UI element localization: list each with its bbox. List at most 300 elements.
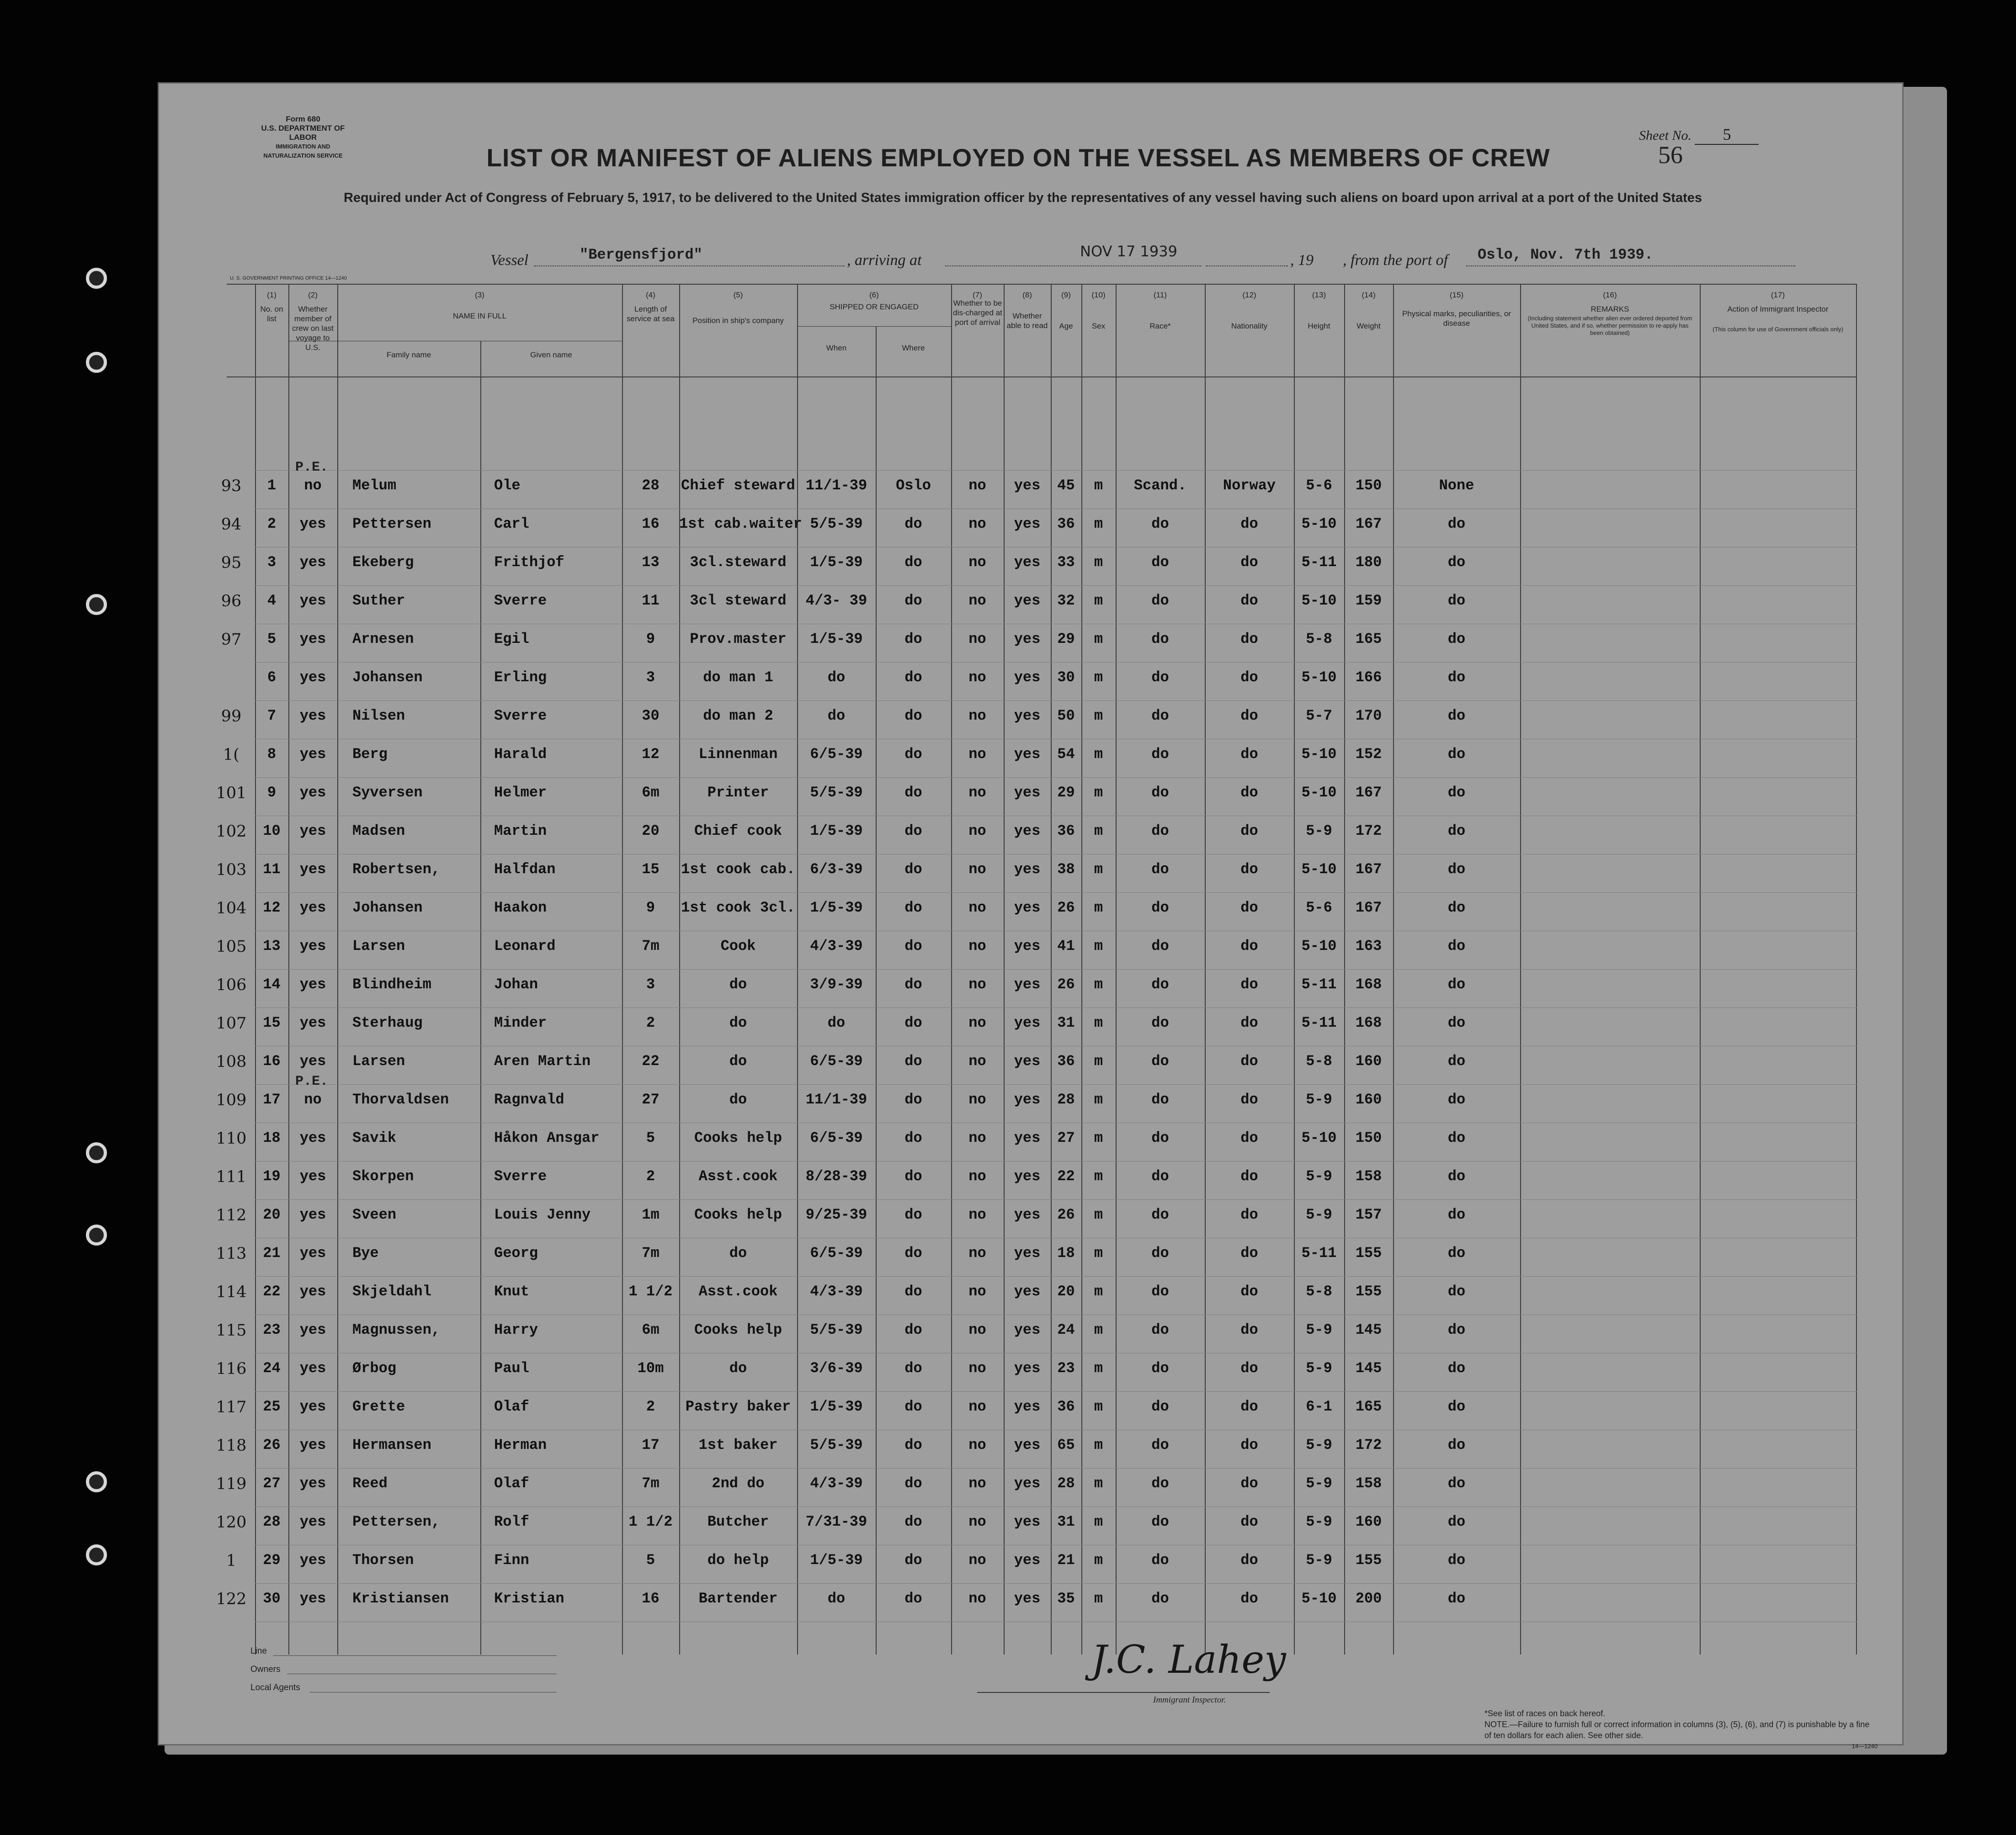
row-able-to-read: yes	[1014, 861, 1041, 878]
row-crew-status: yes	[299, 1206, 326, 1223]
row-family-name: Reed	[352, 1475, 388, 1492]
col-number: (4)	[646, 291, 655, 299]
header-discharged: Whether to be dis-charged at port of arrival	[953, 299, 1002, 327]
row-race: do	[1151, 1360, 1169, 1377]
row-family-name: Hermansen	[352, 1437, 431, 1453]
row-height: 5-9	[1306, 1552, 1332, 1569]
col-number: (9)	[1061, 291, 1071, 299]
row-race: do	[1151, 554, 1169, 571]
arrival-stamp: NOV 17 1939	[1080, 243, 1177, 260]
row-nationality: do	[1240, 938, 1258, 955]
row-family-name: Robertsen,	[352, 861, 441, 878]
row-discharged: no	[968, 746, 986, 763]
row-position: 3cl.steward	[690, 554, 787, 571]
row-number: 18	[263, 1130, 281, 1146]
row-margin-number: 110	[216, 1130, 247, 1148]
row-family-name: Berg	[352, 746, 388, 763]
row-engaged-where: do	[904, 1130, 922, 1146]
row-rule	[255, 1506, 1857, 1507]
row-able-to-read: yes	[1014, 1130, 1041, 1146]
row-able-to-read: yes	[1014, 1437, 1041, 1453]
col-number: (5)	[733, 291, 743, 299]
row-nationality: do	[1240, 1360, 1258, 1377]
row-discharged: no	[968, 1513, 986, 1530]
row-number: 2	[267, 515, 277, 532]
col-number: (15)	[1449, 291, 1464, 299]
row-service-length: 16	[642, 515, 660, 532]
row-nationality: do	[1240, 822, 1258, 839]
row-discharged: no	[968, 861, 986, 878]
manifest-page	[158, 82, 1904, 1750]
row-engaged-where: do	[904, 1053, 922, 1070]
row-service-length: 30	[642, 707, 660, 724]
row-given-name: Carl	[494, 515, 529, 532]
row-number: 22	[263, 1283, 281, 1300]
row-service-length: 22	[642, 1053, 660, 1070]
row-margin-number: 106	[216, 976, 247, 994]
row-given-name: Finn	[494, 1552, 529, 1569]
row-crew-status: yes	[299, 1245, 326, 1262]
row-service-length: 2	[646, 1014, 655, 1031]
row-margin-number: 107	[216, 1014, 247, 1033]
row-margin-number: 120	[216, 1513, 247, 1532]
row-given-name: Harald	[494, 746, 547, 763]
row-margin-number: 114	[216, 1283, 247, 1301]
row-discharged: no	[968, 1014, 986, 1031]
row-physical-marks: do	[1447, 861, 1466, 878]
row-given-name: Sverre	[494, 592, 547, 609]
row-weight: 152	[1355, 746, 1382, 763]
table-row	[216, 1356, 1857, 1384]
row-margin-number: 115	[216, 1321, 247, 1340]
row-crew-status: yes	[299, 1014, 326, 1031]
row-physical-marks: do	[1447, 1513, 1466, 1530]
row-engaged-where: do	[904, 554, 922, 571]
row-height: 5-10	[1301, 861, 1337, 878]
row-number: 7	[267, 707, 277, 724]
row-number: 4	[267, 592, 277, 609]
col-number: (1)	[267, 291, 277, 299]
row-physical-marks: do	[1447, 1283, 1466, 1300]
row-nationality: do	[1240, 554, 1258, 571]
row-age: 36	[1057, 1053, 1075, 1070]
row-age: 28	[1057, 1091, 1075, 1108]
row-discharged: no	[968, 1283, 986, 1300]
row-engaged-when: 6/5-39	[810, 746, 863, 763]
row-engaged-where: do	[904, 1475, 922, 1492]
row-engaged-when: 6/5-39	[810, 1245, 863, 1262]
row-number: 29	[263, 1552, 281, 1569]
row-discharged: no	[968, 1552, 986, 1569]
row-able-to-read: yes	[1014, 1360, 1041, 1377]
row-age: 33	[1057, 554, 1075, 571]
row-nationality: Norway	[1223, 477, 1276, 494]
row-weight: 180	[1355, 554, 1382, 571]
row-physical-marks: do	[1447, 592, 1466, 609]
row-age: 26	[1057, 1206, 1075, 1223]
row-engaged-where: do	[904, 1437, 922, 1453]
row-height: 5-8	[1306, 631, 1332, 647]
row-age: 28	[1057, 1475, 1075, 1492]
row-sex: m	[1094, 1053, 1103, 1070]
row-rule	[255, 1583, 1857, 1584]
row-crew-status: yes	[299, 746, 326, 763]
row-given-name: Frithjof	[494, 554, 564, 571]
row-number: 12	[263, 899, 281, 916]
row-physical-marks: do	[1447, 1206, 1466, 1223]
row-physical-marks: do	[1447, 515, 1466, 532]
row-position: 2nd do	[712, 1475, 765, 1492]
row-position: Cooks help	[694, 1130, 782, 1146]
row-service-length: 15	[642, 861, 660, 878]
row-height: 5-10	[1301, 746, 1337, 763]
table-row	[216, 896, 1857, 923]
row-height: 5-9	[1306, 1437, 1332, 1453]
row-weight: 172	[1355, 1437, 1382, 1453]
row-weight: 160	[1355, 1091, 1382, 1108]
row-service-length: 2	[646, 1398, 655, 1415]
row-able-to-read: yes	[1014, 1014, 1041, 1031]
row-race: do	[1151, 822, 1169, 839]
row-number: 10	[263, 822, 281, 839]
row-crew-status: yes	[299, 1475, 326, 1492]
row-physical-marks: do	[1447, 669, 1466, 686]
row-engaged-where: do	[904, 1283, 922, 1300]
form-service: IMMIGRATION AND NATURALIZATION SERVICE	[263, 143, 343, 159]
row-given-name: Haakon	[494, 899, 547, 916]
row-weight: 159	[1355, 592, 1382, 609]
row-height: 5-9	[1306, 822, 1332, 839]
row-sex: m	[1094, 1475, 1103, 1492]
row-family-name: Pettersen,	[352, 1513, 441, 1530]
row-given-name: Håkon Ansgar	[494, 1130, 600, 1146]
row-able-to-read: yes	[1014, 822, 1041, 839]
table-row	[216, 1586, 1857, 1614]
row-discharged: no	[968, 1475, 986, 1492]
row-nationality: do	[1240, 1475, 1258, 1492]
row-nationality: do	[1240, 1321, 1258, 1338]
binder-hole	[86, 1142, 107, 1163]
row-margin-number: 97	[221, 631, 242, 649]
row-number: 17	[263, 1091, 281, 1108]
row-family-name: Pettersen	[352, 515, 431, 532]
row-crew-status: yes	[299, 592, 326, 609]
row-height: 6-1	[1306, 1398, 1332, 1415]
from-label: , from the port of	[1343, 252, 1448, 269]
row-number: 5	[267, 631, 277, 647]
row-engaged-when: do	[827, 1590, 846, 1607]
col-number: (7)	[973, 291, 982, 299]
row-weight: 158	[1355, 1168, 1382, 1185]
binder-hole	[86, 352, 107, 373]
row-engaged-when: 3/9-39	[810, 976, 863, 993]
row-race: do	[1151, 669, 1169, 686]
row-nationality: do	[1240, 1053, 1258, 1070]
row-weight: 166	[1355, 669, 1382, 686]
row-weight: 167	[1355, 784, 1382, 801]
row-nationality: do	[1240, 592, 1258, 609]
row-rule	[255, 969, 1857, 970]
row-margin-number: 105	[216, 938, 247, 956]
row-position: Printer	[707, 784, 769, 801]
row-engaged-when: 1/5-39	[810, 631, 863, 647]
row-able-to-read: yes	[1014, 1206, 1041, 1223]
row-number: 21	[263, 1245, 281, 1262]
owners-label: Owners	[250, 1665, 281, 1674]
row-margin-number: 116	[216, 1360, 247, 1378]
row-engaged-where: do	[904, 1245, 922, 1262]
row-weight: 155	[1355, 1245, 1382, 1262]
line-fill	[273, 1655, 557, 1656]
row-weight: 167	[1355, 515, 1382, 532]
row-given-name: Harry	[494, 1321, 538, 1338]
row-position: 1st cook cab.	[681, 861, 795, 878]
page-subtitle: Required under Act of Congress of February 5, 1917, to be delivered to the United States immigration officer by the representatives of any vessel having such aliens on board upon arrival at a port of the United States	[343, 191, 1702, 205]
header-physical-marks: Physical marks, peculiarities, or disease	[1402, 309, 1511, 328]
row-sex: m	[1094, 861, 1103, 878]
vessel-line	[260, 244, 1823, 271]
year-label: , 19	[1290, 252, 1314, 269]
printer-line: U. S. GOVERNMENT PRINTING OFFICE 14—1240	[230, 276, 347, 281]
row-number: 23	[263, 1321, 281, 1338]
row-able-to-read: yes	[1014, 1398, 1041, 1415]
row-given-name: Paul	[494, 1360, 529, 1377]
row-sex: m	[1094, 899, 1103, 916]
row-engaged-where: do	[904, 1168, 922, 1185]
row-able-to-read: yes	[1014, 669, 1041, 686]
row-margin-number: 122	[216, 1590, 247, 1608]
row-position: Cooks help	[694, 1206, 782, 1223]
row-engaged-where: do	[904, 707, 922, 724]
row-rule	[255, 1276, 1857, 1277]
row-physical-marks: do	[1447, 746, 1466, 763]
row-service-length: 7m	[642, 938, 660, 955]
row-race: do	[1151, 1552, 1169, 1569]
row-sex: m	[1094, 1014, 1103, 1031]
row-engaged-where: do	[904, 1014, 922, 1031]
row-sex: m	[1094, 477, 1103, 494]
row-engaged-when: 4/3-39	[810, 1283, 863, 1300]
form-number: Form 680	[286, 115, 320, 123]
row-number: 15	[263, 1014, 281, 1031]
row-discharged: no	[968, 1130, 986, 1146]
row-race: do	[1151, 1513, 1169, 1530]
row-margin-number	[208, 669, 254, 691]
row-family-name: Larsen	[352, 1053, 405, 1070]
row-physical-marks: do	[1447, 1437, 1466, 1453]
row-engaged-when: 5/5-39	[810, 1321, 863, 1338]
row-margin-number: 117	[216, 1398, 247, 1416]
row-height: 5-10	[1301, 938, 1337, 955]
row-crew-status: yes	[299, 1283, 326, 1300]
row-sex: m	[1094, 1552, 1103, 1569]
row-position: 3cl steward	[690, 592, 787, 609]
header-given-name: Given name	[530, 350, 572, 359]
row-position: Asst.cook	[698, 1283, 778, 1300]
col-number: (17)	[1771, 291, 1785, 299]
row-engaged-when: 1/5-39	[810, 1398, 863, 1415]
row-position: Butcher	[707, 1513, 769, 1530]
row-able-to-read: yes	[1014, 477, 1041, 494]
row-engaged-where: do	[904, 1552, 922, 1569]
table-row	[216, 1510, 1857, 1537]
row-discharged: no	[968, 554, 986, 571]
row-crew-status: no	[304, 477, 322, 494]
form-department: U.S. DEPARTMENT OF LABOR	[261, 124, 345, 142]
row-discharged: no	[968, 938, 986, 955]
row-age: 26	[1057, 899, 1075, 916]
row-engaged-where: do	[904, 1360, 922, 1377]
table-row	[221, 550, 1857, 578]
row-crew-status: yes	[299, 707, 326, 724]
row-height: 5-6	[1306, 899, 1332, 916]
row-race: do	[1151, 899, 1169, 916]
row-nationality: do	[1240, 1091, 1258, 1108]
row-discharged: no	[968, 515, 986, 532]
row-service-length: 16	[642, 1590, 660, 1607]
row-number: 24	[263, 1360, 281, 1377]
row-margin-number: 1(	[223, 746, 239, 764]
port-fill-line	[1466, 265, 1795, 266]
row-family-name: Ørbog	[352, 1360, 397, 1377]
row-engaged-when: do	[827, 707, 846, 724]
row-height: 5-8	[1306, 1283, 1332, 1300]
row-position: do	[729, 1245, 747, 1262]
row-position: do	[729, 1091, 747, 1108]
row-age: 50	[1057, 707, 1075, 724]
row-race: do	[1151, 1321, 1169, 1338]
row-engaged-where: do	[904, 1321, 922, 1338]
row-race: do	[1151, 592, 1169, 609]
row-physical-marks: do	[1447, 1168, 1466, 1185]
row-age: 31	[1057, 1513, 1075, 1530]
row-physical-marks: None	[1439, 477, 1474, 494]
row-position: Pastry baker	[685, 1398, 791, 1415]
header-remarks-note: (Including statement whether alien ever ordered deported from United States, and if so, whether permission to re-apply has been obtained)	[1527, 315, 1692, 336]
row-margin-number: 95	[221, 554, 242, 572]
header-name-in-full: NAME IN FULL	[452, 312, 507, 320]
row-discharged: no	[968, 1206, 986, 1223]
row-margin-number: 118	[216, 1437, 247, 1455]
row-engaged-where: do	[904, 592, 922, 609]
row-nationality: do	[1240, 1130, 1258, 1146]
row-race: do	[1151, 515, 1169, 532]
table-row	[223, 742, 1857, 769]
row-rule	[255, 700, 1857, 701]
row-race: do	[1151, 861, 1169, 878]
row-number: 26	[263, 1437, 281, 1453]
row-physical-marks: do	[1447, 1053, 1466, 1070]
row-race: do	[1151, 1206, 1169, 1223]
row-engaged-where: do	[904, 746, 922, 763]
row-height: 5-9	[1306, 1475, 1332, 1492]
row-discharged: no	[968, 976, 986, 993]
row-number: 16	[263, 1053, 281, 1070]
row-engaged-when: 5/5-39	[810, 784, 863, 801]
row-age: 27	[1057, 1130, 1075, 1146]
row-family-name: Bye	[352, 1245, 379, 1262]
row-crew-status: yes	[299, 669, 326, 686]
row-family-name: Larsen	[352, 938, 405, 955]
binder-hole	[86, 594, 107, 615]
row-age: 41	[1057, 938, 1075, 955]
row-position: Cook	[720, 938, 756, 955]
row-engaged-where: do	[904, 938, 922, 955]
row-position: do help	[707, 1552, 769, 1569]
row-crew-status: yes	[299, 784, 326, 801]
row-race: do	[1151, 631, 1169, 647]
row-height: 5-10	[1301, 1590, 1337, 1607]
row-given-name: Sverre	[494, 707, 547, 724]
row-weight: 200	[1355, 1590, 1382, 1607]
row-age: 23	[1057, 1360, 1075, 1377]
row-position: do	[729, 1014, 747, 1031]
row-given-name: Helmer	[494, 784, 547, 801]
table-row	[216, 1126, 1857, 1153]
row-pe-mark: P.E.	[295, 460, 329, 475]
row-engaged-when: 4/3- 39	[805, 592, 867, 609]
table-row	[221, 512, 1857, 539]
row-weight: 168	[1355, 1014, 1382, 1031]
col-number: (16)	[1603, 291, 1617, 299]
row-height: 5-9	[1306, 1168, 1332, 1185]
row-position: Asst.cook	[698, 1168, 778, 1185]
table-row	[216, 1279, 1857, 1307]
row-weight: 160	[1355, 1513, 1382, 1530]
row-crew-status: yes	[299, 515, 326, 532]
row-weight: 150	[1355, 1130, 1382, 1146]
row-physical-marks: do	[1447, 1091, 1466, 1108]
row-family-name: Skjeldahl	[352, 1283, 431, 1300]
row-crew-status: yes	[299, 1360, 326, 1377]
header-where: Where	[902, 344, 925, 352]
row-age: 36	[1057, 1398, 1075, 1415]
row-crew-status: yes	[299, 554, 326, 571]
row-age: 29	[1057, 784, 1075, 801]
row-given-name: Minder	[494, 1014, 547, 1031]
row-weight: 167	[1355, 899, 1382, 916]
row-number: 3	[267, 554, 277, 571]
row-weight: 165	[1355, 631, 1382, 647]
row-engaged-where: do	[904, 1398, 922, 1415]
manifest-table	[216, 284, 1857, 1723]
row-height: 5-11	[1301, 1245, 1337, 1262]
row-weight: 160	[1355, 1053, 1382, 1070]
row-sex: m	[1094, 1206, 1103, 1223]
row-given-name: Ole	[494, 477, 521, 494]
row-weight: 170	[1355, 707, 1382, 724]
row-number: 13	[263, 938, 281, 955]
row-weight: 165	[1355, 1398, 1382, 1415]
table-row	[216, 1395, 1857, 1422]
signature-line	[977, 1692, 1270, 1693]
row-given-name: Erling	[494, 669, 547, 686]
header-weight: Weight	[1356, 322, 1381, 330]
row-family-name: Nilsen	[352, 707, 405, 724]
header-action: Action of Immigrant Inspector	[1727, 305, 1829, 313]
row-nationality: do	[1240, 1168, 1258, 1185]
row-crew-status: yes	[299, 1053, 326, 1070]
row-service-length: 7m	[642, 1245, 660, 1262]
row-weight: 150	[1355, 477, 1382, 494]
row-age: 45	[1057, 477, 1075, 494]
row-family-name: Sterhaug	[352, 1014, 423, 1031]
row-family-name: Savik	[352, 1130, 397, 1146]
header-able-to-read: Whether able to read	[1006, 312, 1048, 330]
row-race: do	[1151, 1283, 1169, 1300]
row-engaged-where: do	[904, 669, 922, 686]
row-engaged-when: 1/5-39	[810, 1552, 863, 1569]
